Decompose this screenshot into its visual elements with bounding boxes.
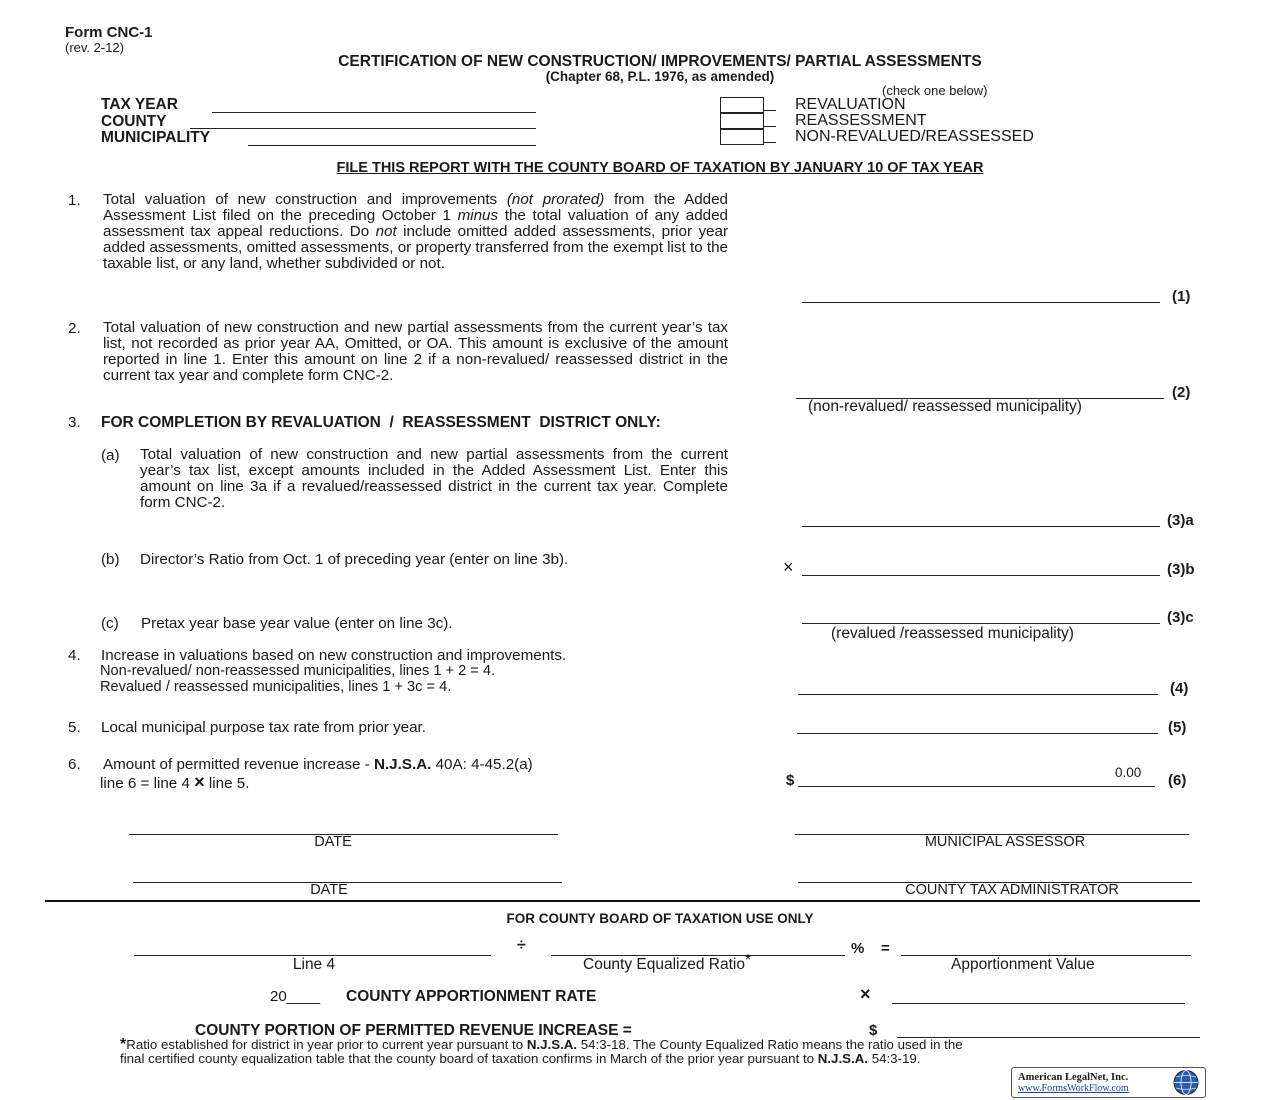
county-use-heading: FOR COUNTY BOARD OF TAXATION USE ONLY bbox=[506, 911, 814, 926]
item-3b-text: Director’s Ratio from Oct. 1 of preceding year (enter on line 3b). bbox=[140, 551, 569, 568]
line-3b-ref: (3)b bbox=[1167, 561, 1195, 578]
page-title: CERTIFICATION OF NEW CONSTRUCTION/ IMPROVEMENTS/ PARTIAL ASSESSMENTS bbox=[338, 53, 982, 70]
item-1-text-part: include omitted added assessments, prior year added assessments, omitted assessments, or property transferred from the exempt list to the taxable list, or any land, whether subdivided or not. bbox=[103, 223, 728, 272]
item-6-text-part: Amount of permitted revenue increase - bbox=[103, 756, 374, 773]
administrator-label: COUNTY TAX ADMINISTRATOR bbox=[905, 882, 1119, 898]
reassessment-label: REASSESSMENT bbox=[795, 112, 927, 129]
check-instruction: (check one below) bbox=[882, 83, 988, 98]
item-1-text-italic: not bbox=[375, 223, 397, 240]
non-revalued-label: NON-REVALUED/REASSESSED bbox=[795, 128, 1034, 145]
item-2-number: 2. bbox=[68, 320, 81, 337]
item-3a-label: (a) bbox=[101, 447, 120, 464]
item-3b-label: (b) bbox=[101, 551, 120, 568]
currency-symbol: $ bbox=[786, 772, 795, 789]
reassessment-checkbox[interactable] bbox=[720, 113, 764, 129]
date-1-label: DATE bbox=[314, 834, 352, 850]
checkbox-underline bbox=[764, 142, 776, 143]
tax-year-label: TAX YEAR bbox=[101, 96, 178, 113]
page-subtitle: (Chapter 68, P.L. 1976, as amended) bbox=[545, 69, 775, 84]
apportionment-rate-field[interactable] bbox=[892, 1003, 1185, 1004]
item-6-text-bold: N.J.S.A. bbox=[373, 756, 432, 773]
revaluation-label: REVALUATION bbox=[795, 96, 906, 113]
footnote-text: Ratio established for district in year prior to current year pursuant to bbox=[126, 1037, 527, 1052]
county-label: COUNTY bbox=[101, 113, 167, 130]
multiply-icon: × bbox=[194, 772, 205, 792]
globe-icon bbox=[1171, 1069, 1201, 1096]
branding-url[interactable]: www.FormsWorkFlow.com bbox=[1018, 1083, 1129, 1094]
line-6-value[interactable]: 0.00 bbox=[1115, 765, 1142, 780]
revaluation-checkbox[interactable] bbox=[720, 97, 764, 113]
item-1-number: 1. bbox=[68, 192, 81, 209]
branding-badge[interactable] bbox=[1011, 1067, 1206, 1098]
footnote-citation: N.J.S.A. bbox=[817, 1051, 868, 1066]
footnote-text: 54:3-18. The County Equalized Ratio means the ratio used in the bbox=[577, 1037, 963, 1052]
form-revision: (rev. 2-12) bbox=[65, 40, 124, 55]
item-3-heading: FOR COMPLETION BY REVALUATION / REASSESSMENT DISTRICT ONLY: bbox=[101, 414, 661, 431]
item-6-formula-part: line 5. bbox=[208, 775, 250, 792]
section-divider bbox=[45, 900, 1200, 902]
line-3c-ref: (3)c bbox=[1167, 609, 1194, 626]
item-6-line-2 bbox=[100, 772, 249, 793]
non-revalued-checkbox[interactable] bbox=[720, 129, 764, 145]
line-5-field[interactable] bbox=[797, 733, 1158, 734]
item-3-number: 3. bbox=[68, 414, 81, 431]
item-1-text bbox=[103, 192, 728, 272]
item-4-line-1: Increase in valuations based on new construction and improvements. bbox=[101, 647, 567, 664]
item-1-text-part: from the Added Assessment List filed on the preceding October 1 bbox=[103, 191, 729, 224]
tax-year-field[interactable] bbox=[212, 112, 536, 113]
date-2-label: DATE bbox=[310, 882, 348, 898]
line-3c-caption: (revalued /reassessed municipality) bbox=[831, 625, 1074, 642]
apportionment-rate-label: COUNTY APPORTIONMENT RATE bbox=[346, 988, 597, 1005]
branding-company: American LegalNet, Inc. bbox=[1018, 1072, 1129, 1083]
rate-year-field[interactable]: 20____ bbox=[270, 988, 321, 1005]
municipality-field[interactable] bbox=[248, 145, 536, 146]
item-1-text-italic: (not prorated) bbox=[506, 191, 605, 208]
checkbox-underline bbox=[764, 110, 776, 111]
footnote-text: 54:3-19. bbox=[868, 1051, 921, 1066]
item-5-text: Local municipal purpose tax rate from prior year. bbox=[101, 719, 426, 736]
footnote-citation: N.J.S.A. bbox=[526, 1037, 578, 1052]
county-line-4-label: Line 4 bbox=[292, 956, 336, 973]
footnote bbox=[120, 1038, 963, 1066]
item-1-text-italic: minus bbox=[457, 207, 499, 224]
line-1-ref: (1) bbox=[1172, 288, 1191, 305]
item-1-text-part: Total valuation of new construction and improvements bbox=[103, 191, 507, 208]
assessor-label: MUNICIPAL ASSESSOR bbox=[924, 834, 1086, 850]
filing-notice: FILE THIS REPORT WITH THE COUNTY BOARD OF TAXATION BY JANUARY 10 OF TAX YEAR bbox=[336, 160, 984, 176]
county-ratio-label bbox=[583, 952, 752, 974]
divide-icon: ÷ bbox=[517, 937, 526, 954]
item-3c-text: Pretax year base year value (enter on line 3c). bbox=[141, 615, 453, 632]
county-portion-currency: $ bbox=[869, 1022, 878, 1039]
line-2-caption: (non-revalued/ reassessed municipality) bbox=[808, 398, 1082, 415]
line-3b-field[interactable] bbox=[802, 575, 1160, 576]
item-6-formula-part: line 6 = line 4 bbox=[100, 775, 190, 792]
percent-sign: % bbox=[851, 940, 865, 957]
footnote-text: final certified county equalization table that the county board of taxation confirms in March of the prior year pursuant to bbox=[120, 1051, 818, 1066]
asterisk-icon: * bbox=[745, 952, 752, 969]
line-2-ref: (2) bbox=[1172, 384, 1191, 401]
county-field[interactable] bbox=[190, 128, 536, 129]
form-id: Form CNC-1 bbox=[65, 24, 153, 41]
line-6-ref: (6) bbox=[1168, 772, 1187, 789]
multiply-icon: × bbox=[860, 984, 871, 1004]
municipality-label: MUNICIPALITY bbox=[101, 129, 211, 146]
multiply-icon: × bbox=[783, 557, 794, 577]
item-4-line-3: Revalued / reassessed municipalities, lines 1 + 3c = 4. bbox=[100, 679, 452, 695]
line-1-field[interactable] bbox=[802, 302, 1160, 303]
county-ratio-text: County Equalized Ratio bbox=[583, 956, 745, 973]
item-1-text-part: the total valuation of any added assessment tax appeal reductions. Do bbox=[103, 207, 728, 240]
item-3c-label: (c) bbox=[101, 615, 119, 632]
asterisk-icon: * bbox=[120, 1036, 127, 1053]
item-3a-text: Total valuation of new construction and new partial assessments from the current year’s tax list, except amounts included in the Added Assessment List. Enter this amount on line 3a if a revalued/reassessed district in the current tax year. Complete form CNC-2. bbox=[140, 446, 728, 511]
item-6-text bbox=[103, 756, 533, 773]
checkbox-underline bbox=[764, 126, 776, 127]
item-6-number: 6. bbox=[68, 756, 81, 773]
line-4-field[interactable] bbox=[798, 694, 1158, 695]
line-3a-field[interactable] bbox=[802, 526, 1160, 527]
apportionment-value-label: Apportionment Value bbox=[951, 956, 1095, 973]
equals-sign: = bbox=[881, 940, 890, 957]
item-2-text: Total valuation of new construction and new partial assessments from the current year’s tax list, not recorded as prior year AA, Omitted, or OA. This amount is exclusive of the amount reported in line 1. Enter this amount on line 2 if a non-revalued/ reassessed district in the current tax year and complete form CNC-2. bbox=[103, 319, 728, 384]
county-portion-label: COUNTY PORTION OF PERMITTED REVENUE INCREASE = bbox=[195, 1022, 632, 1039]
item-6-text-part: 40A: 4-45.2(a) bbox=[431, 756, 533, 773]
item-4-number: 4. bbox=[68, 647, 81, 664]
item-5-number: 5. bbox=[68, 719, 81, 736]
line-6-field[interactable] bbox=[798, 786, 1155, 787]
line-3a-ref: (3)a bbox=[1167, 512, 1194, 529]
line-5-ref: (5) bbox=[1168, 719, 1187, 736]
item-4-line-2: Non-revalued/ non-reassessed municipalities, lines 1 + 2 = 4. bbox=[100, 663, 496, 679]
line-3c-field[interactable] bbox=[802, 623, 1160, 624]
line-4-ref: (4) bbox=[1170, 680, 1189, 697]
